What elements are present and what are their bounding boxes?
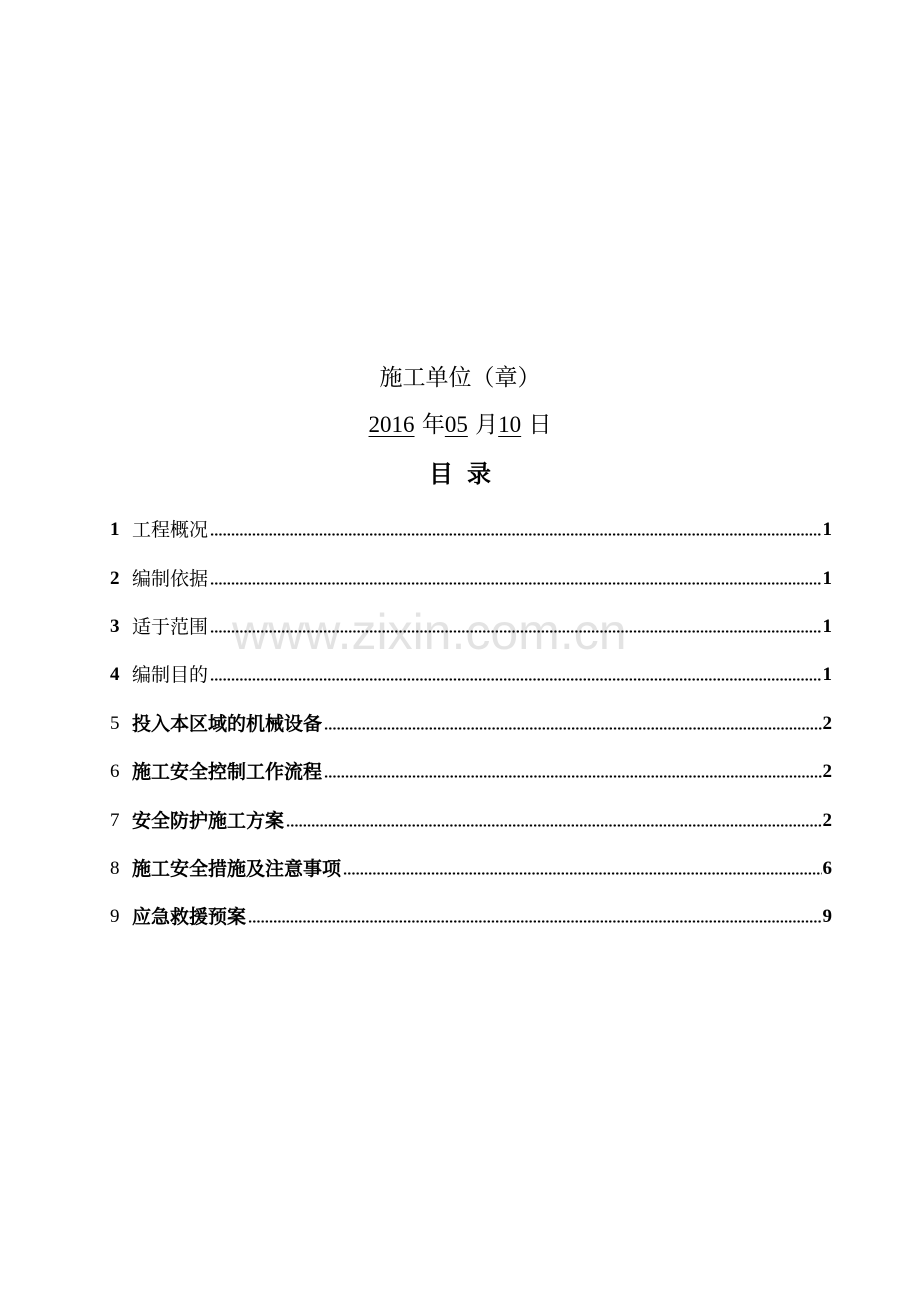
date-month: 05 — [444, 412, 468, 437]
table-of-contents — [110, 506, 832, 942]
toc-entry-number: 1 — [110, 519, 120, 541]
toc-leader-dots — [286, 806, 821, 836]
toc-entry-label: 工程概况 — [132, 519, 209, 542]
toc-entry[interactable] — [110, 700, 832, 748]
toc-entry-label: 施工安全措施及注意事项 — [132, 857, 342, 880]
toc-entry[interactable] — [110, 893, 832, 941]
toc-entry-page: 9 — [822, 906, 832, 928]
toc-entry-number: 2 — [110, 567, 120, 589]
toc-entry-number: 7 — [110, 809, 120, 831]
toc-entry-page: 1 — [822, 567, 832, 589]
date-year: 2016 — [368, 412, 415, 437]
date-line — [0, 409, 920, 441]
date-month-suffix: 月 — [475, 412, 499, 438]
toc-leader-dots — [210, 515, 821, 545]
toc-entry-label: 安全防护施工方案 — [132, 809, 285, 832]
toc-leader-dots — [210, 564, 821, 594]
toc-leader-dots — [324, 757, 821, 787]
toc-entry-page: 1 — [822, 664, 832, 686]
toc-entry[interactable] — [110, 748, 832, 796]
date-day-suffix: 日 — [528, 412, 552, 438]
toc-leader-dots — [210, 612, 821, 642]
toc-leader-dots — [324, 709, 821, 739]
toc-title: 目录 — [429, 459, 505, 488]
toc-leader-dots — [343, 854, 821, 884]
toc-entry-page: 1 — [822, 519, 832, 541]
toc-entry-label: 投入本区域的机械设备 — [132, 712, 323, 735]
unit-stamp-line: 施工单位（章） — [379, 365, 541, 391]
toc-entry-number: 3 — [110, 615, 120, 637]
toc-entry-label: 编制依据 — [132, 567, 209, 590]
toc-entry-number: 9 — [110, 906, 120, 928]
toc-leader-dots — [248, 902, 821, 932]
toc-entry-page: 1 — [822, 615, 832, 637]
toc-entry-label: 应急救援预案 — [132, 906, 247, 929]
toc-entry[interactable] — [110, 651, 832, 699]
toc-entry[interactable] — [110, 506, 832, 554]
toc-entry-number: 4 — [110, 664, 120, 686]
toc-entry-label: 编制目的 — [132, 664, 209, 687]
toc-entry-page: 2 — [822, 712, 832, 734]
toc-entry[interactable] — [110, 845, 832, 893]
toc-entry-number: 5 — [110, 712, 120, 734]
toc-entry-label: 施工安全控制工作流程 — [132, 761, 323, 784]
toc-leader-dots — [210, 660, 821, 690]
toc-entry-number: 8 — [110, 857, 120, 879]
watermark: www.zixin.com.cn — [232, 604, 627, 660]
toc-entry-page: 6 — [822, 857, 832, 879]
toc-entry[interactable] — [110, 554, 832, 602]
toc-entry-number: 6 — [110, 761, 120, 783]
toc-entry[interactable] — [110, 796, 832, 844]
toc-entry-page: 2 — [822, 761, 832, 783]
date-year-suffix: 年 — [421, 412, 445, 438]
date-day: 10 — [498, 412, 522, 437]
toc-entry[interactable] — [110, 603, 832, 651]
toc-entry-label: 适于范围 — [132, 615, 209, 638]
toc-entry-page: 2 — [822, 809, 832, 831]
